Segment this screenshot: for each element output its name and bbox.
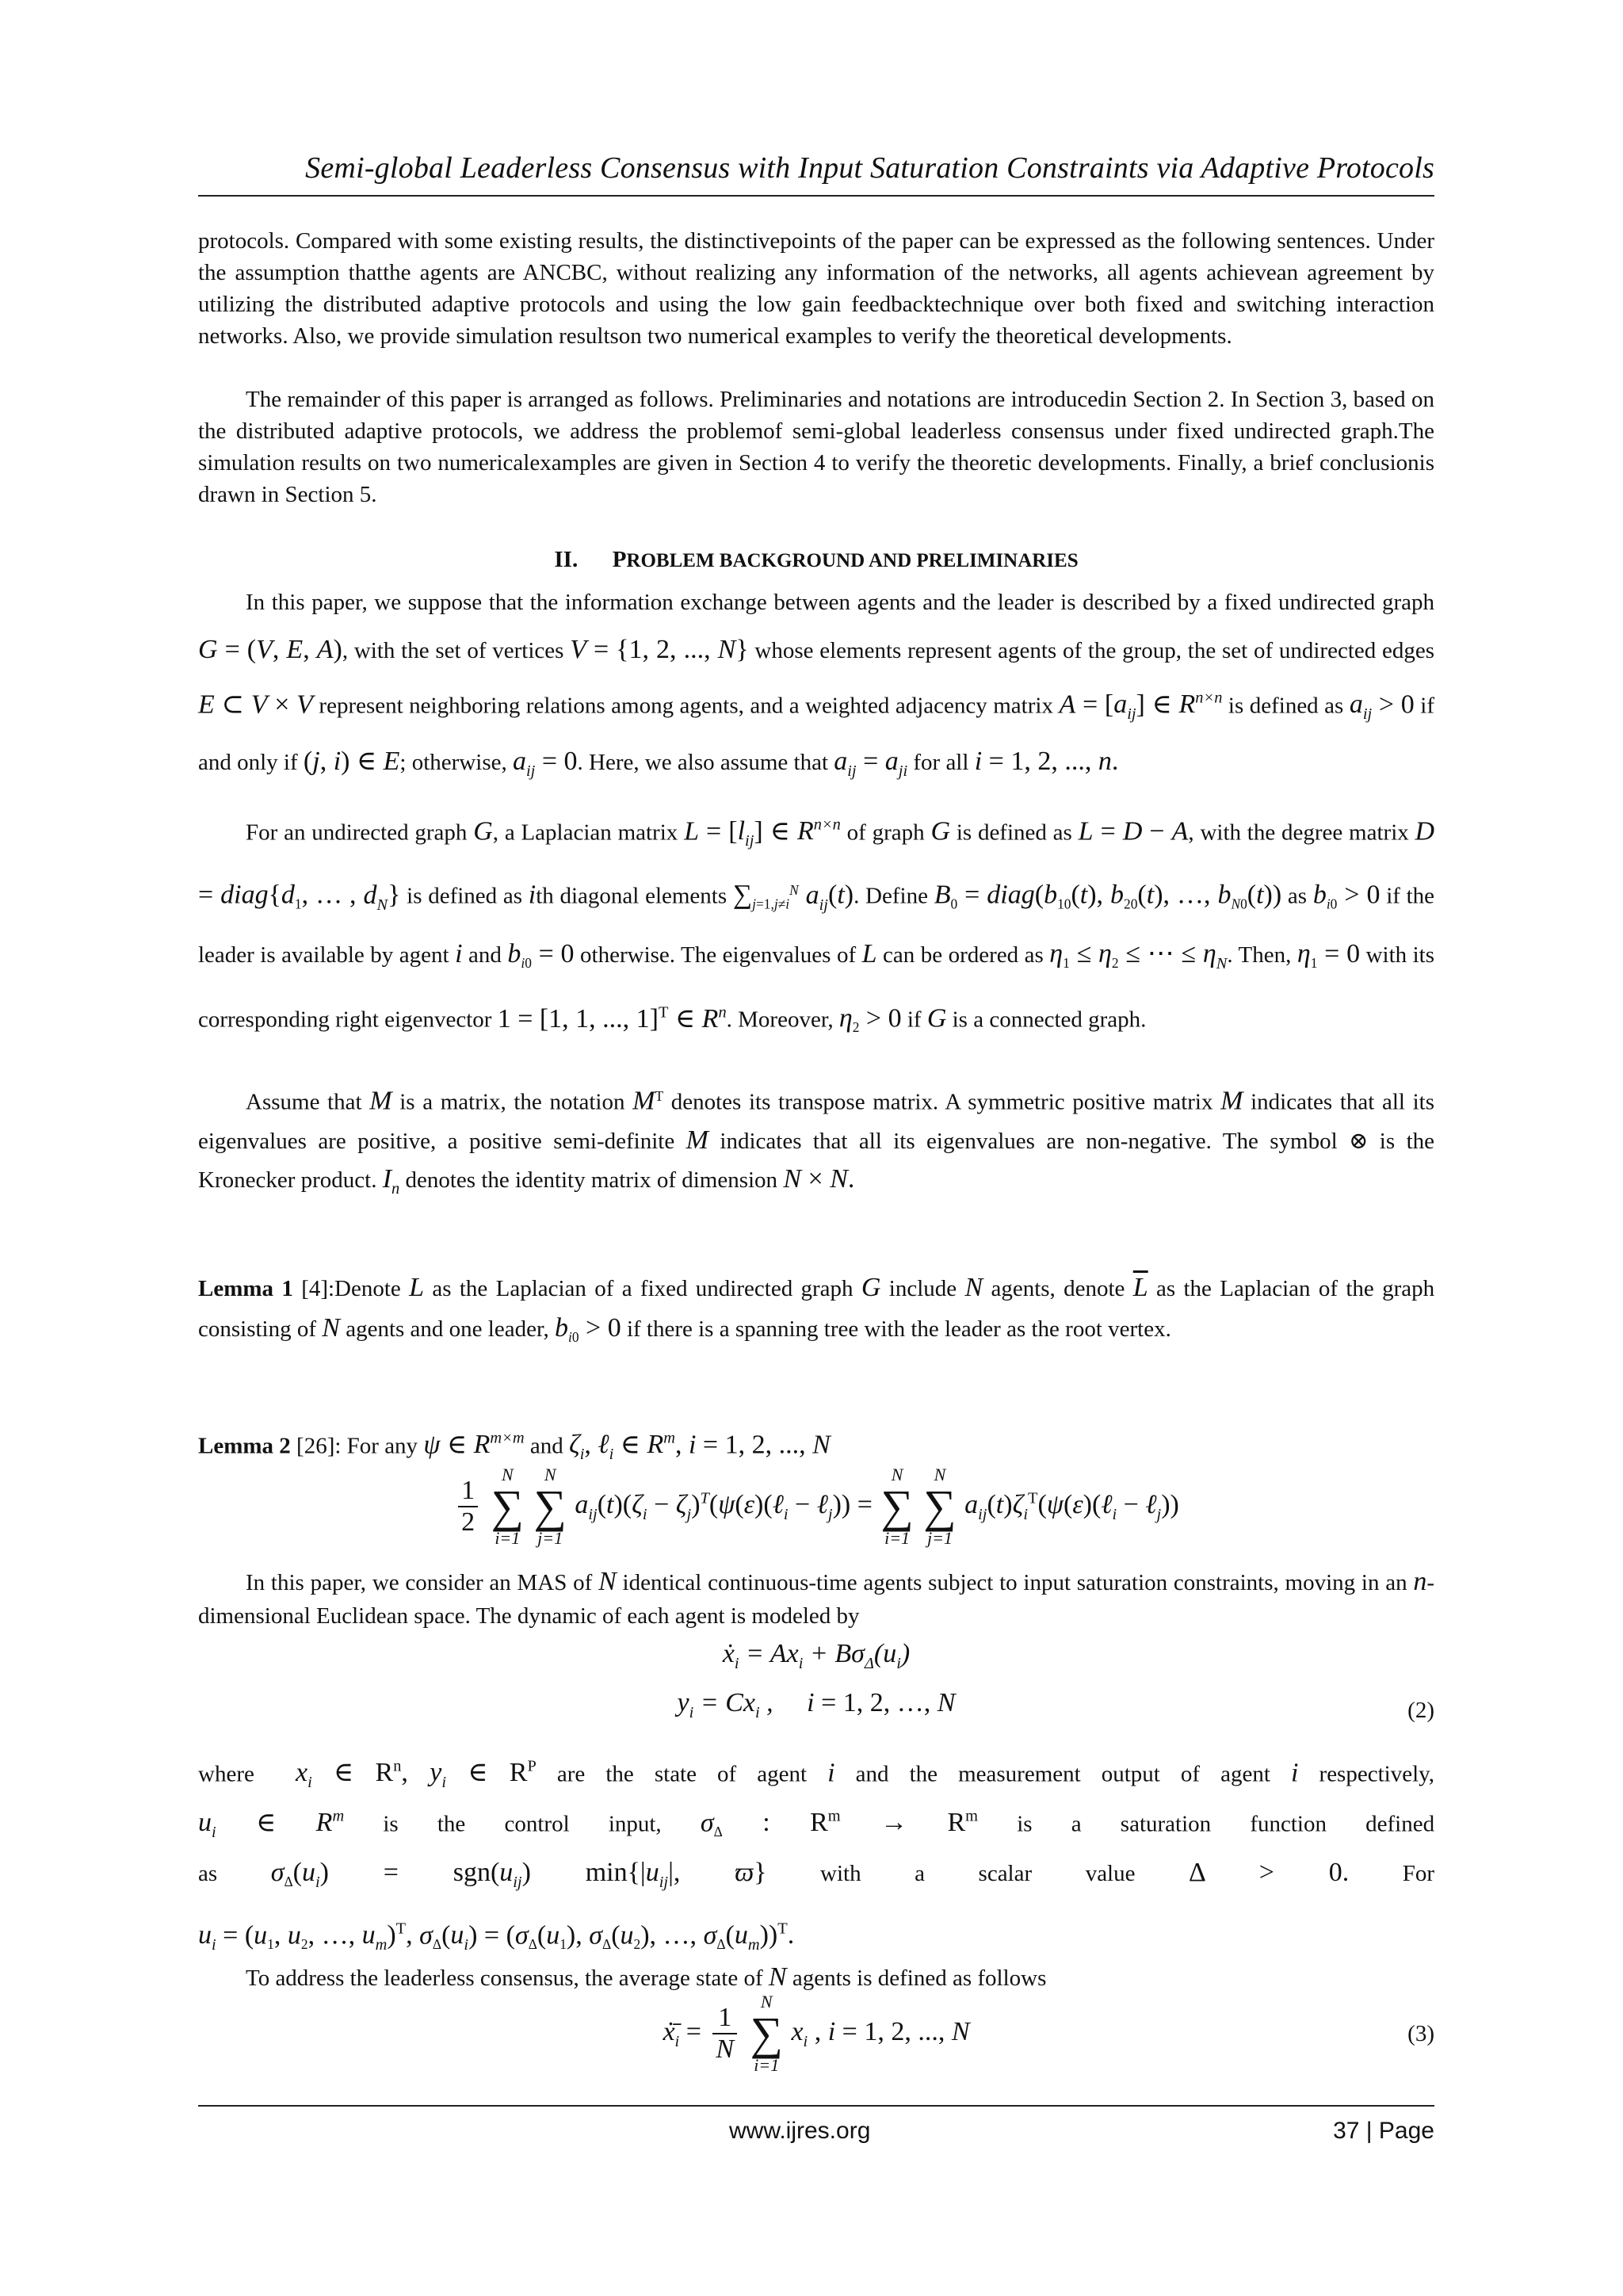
prelim-paragraph-2: For an undirected graph G, a Laplacian matrix $L = [l_{ij}]$ ∈ $R^{n\times n}$ of graph G is defined as L = D − A, with the degree matrix $D = diag\{d_1$, … , $d_N$} is defined as ith diagonal elements $\sum_{j=1,j\ne i}^N$ $a_{ij}(t)$. Define $B_0$ = $diag(b_{10}(t)$, $b_{20}(t)$, …, $b_{N0}(t)$) as $b_{i0} > 0$ if the leader is available by agent i and $b_{i0} = 0$ otherwise. The eigenvalues of L can be ordered as $\eta_1 \le \eta_2$ ≤ ⋯ ≤ $\eta_N$. Then, $\eta_1 = 0$ with its corresponding right eigenvector 1 = [1, 1, ..., 1]$^T$ ∈ $R^n$. Moreover, $\eta_2 > 0$ if G is a connected graph. [198,816,1435,1036]
lemma-2: Lemma 2 [26]: For any ψ ∈ $R^{m\times m}$ and $\zeta_i$, ℓ$_i$ ∈ $R^m$, i = 1, 2, ..., N [198,1430,831,1464]
equation-2-line-1: ẋ$_i$ = $Ax_i + B\sigma_\Delta(u_i)$ [722,1639,911,1672]
equation-3-number: (3) [1407,2021,1434,2046]
lemma-1-label: Lemma 1 [198,1276,293,1301]
equation-2-line-2: $y_i = Cx_i$ , i = 1, 2, …, N [677,1688,956,1721]
prelim-paragraph-3: Assume that M is a matrix, the notation $M^T$ denotes its transpose matrix. A symmetric positive matrix M indicates that all its eigenvalues are positive, a positive semi-definite M indicates that all its eigenvalues are non-negative. The symbol ⊗ is the Kronecker product. $I_n$ denotes the identity matrix of dimension N × N. [198,1086,1435,1198]
footer-site: www.ijres.org [729,2118,871,2144]
where-line-2: $u_i$ ∈ $R^m$ is the control input, $\sigma_\Delta$ : $R^m \to R^m$ is a saturation function defined [198,1808,1435,1842]
section-title-rest: ROBLEM BACKGROUND AND PRELIMINARIES [626,550,1079,571]
equation-3: $ẋ̄_i$ = $\frac{1}{N}$ N ∑ i=1 $x_i$ , i = 1, 2, ..., N [663,1992,970,2075]
footer-page-number: 37 | Page [1333,2118,1434,2144]
header-rule [198,195,1434,197]
paper-page [198,0,1434,2296]
lemma-1: Lemma 1 [4]:Denote L as the Laplacian of a fixed undirected graph G include N agents, denote $\overline{L}$ as the Laplacian of the graph consisting of N agents and one leader, $b_{i0} > 0$ if there is a spanning tree with the leader as the root vertex. [198,1273,1435,1345]
section-heading [198,547,1434,573]
intro-paragraph-2: The remainder of this paper is arranged as follows. Preliminaries and notations are introducedin Section 2. In Section 3, based on the distributed adaptive protocols, we address the problemof semi-global leaderless consensus under fixed undirected graph.The simulation results on two numericalexamples are given in Section 4 to verify the theoretic developments. Finally, a brief conclusionis drawn in Section 5. [198,387,1434,507]
section-number: II. [554,547,579,572]
where-line-1: where $x_i$ ∈ $R^n$, $y_i$ ∈ $R^P$ are the state of agent i and the measurement output of agent i respectively, [198,1758,1434,1792]
model-paragraph: In this paper, we consider an MAS of N identical continuous-time agents subject to input saturation constraints, moving in an n-dimensional Euclidean space. The dynamic of each agent is modeled by [198,1567,1435,1629]
intro-paragraph-1: protocols. Compared with some existing results, the distinctivepoints of the paper can be expressed as the following sentences. Under the assumption thatthe agents are ANCBC, without realizing any information of the networks, all agents achievean agreement by utilizing the distributed adaptive protocols and using the low gain feedbacktechnique over both fixed and switching interaction networks. Also, we provide simulation resultson two numerical examples to verify the theoretical developments. [198,228,1434,349]
footer-rule [198,2105,1434,2107]
running-title: Semi-global Leaderless Consensus with Input Saturation Constraints via Adaptive Protocols [305,151,1434,185]
prelim-paragraph-1: In this paper, we suppose that the information exchange between agents and the leader is described by a fixed undirected graph G = (V, E, A), with the set of vertices V = {1, 2, ..., N} whose elements represent agents of the group, the set of undirected edges E ⊂ V × V represent neighboring relations among agents, and a weighted adjacency matrix $A = [a_{ij}]$ ∈ $R^{n\times n}$ is defined as $a_{ij} > 0$ if and only if (j, i) ∈ E; otherwise, $a_{ij} = 0$. Here, we also assume that $a_{ij} = a_{ji}$ for all i = 1, 2, ..., n. [198,590,1435,780]
where-line-4: $u_i = (u_1$, $u_2$, …, $u_m)^T$, $\sigma_\Delta(u_i) = (\sigma_\Delta(u_1)$, $\sigma_\Delta(u_2)$, …, $\sigma_\Delta(u_m))^T$. [198,1920,795,1954]
equation-2-number: (2) [1407,1698,1434,1723]
where-line-3: as $\sigma_\Delta(u_i) = sgn(u_{ij})$ $\min\{|u_{ij}|$, ϖ} with a scalar value Δ > 0. For [198,1858,1435,1891]
lemma-2-label: Lemma 2 [198,1433,291,1459]
average-state-paragraph: To address the leaderless consensus, the average state of N agents is defined as follows [246,1962,1047,1992]
section-title-initial: P [612,547,627,572]
lemma-2-equation: $\frac{1}{2}$ N ∑ i=1 N ∑ j=1 $a_{ij}(t)(\zeta_i$ − $\zeta_j)^T(\psi(\varepsilon)(\ell_i$ − ℓ$_j$)) = N ∑ i=1 N ∑ j=1 $a_{ij}(t)\zeta_i^T(\psi(\varepsilon)(\ell_i$ − ℓ$_j$)) [198,1466,1434,1547]
